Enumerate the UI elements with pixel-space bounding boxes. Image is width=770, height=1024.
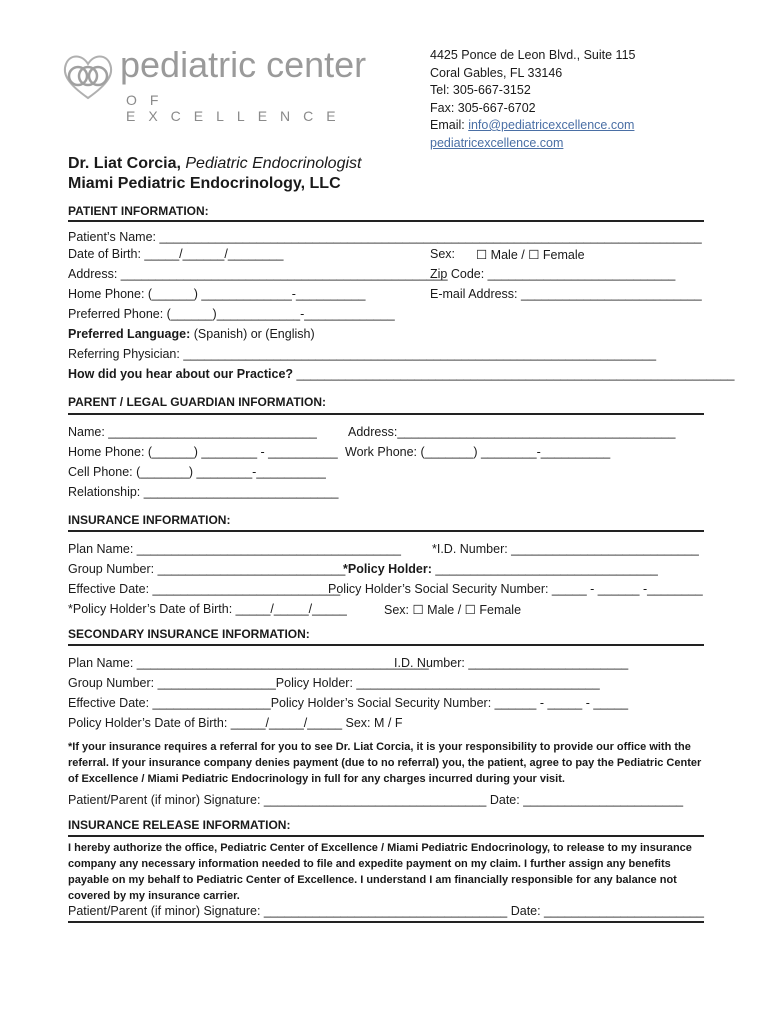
holder-sex-checkboxes[interactable]: Sex: ☐ Male / ☐ Female [384, 603, 522, 617]
guardian-cell-phone-field[interactable]: Cell Phone: (_______) ________-__________ [68, 465, 326, 479]
divider [68, 644, 704, 646]
release-heading: INSURANCE RELEASE INFORMATION: [68, 818, 291, 832]
email-label: Email: [430, 118, 469, 132]
telephone: Tel: 305-667-3152 [430, 83, 531, 97]
ssn-field[interactable]: Policy Holder’s Social Security Number: _____ - ______ -________ [328, 582, 703, 596]
preferred-phone-field[interactable]: Preferred Phone: (______)____________-_____________ [68, 307, 395, 321]
logo-subtitle: OF EXCELLENCE [126, 92, 349, 124]
language-options: (Spanish) or (English) [190, 327, 315, 341]
hear-about-field[interactable] [68, 367, 734, 381]
patient-name-field[interactable]: Patient’s Name: ______________________________________________________________________________ [68, 230, 702, 244]
secondary-holder-dob-field[interactable]: Policy Holder’s Date of Birth: _____/_____/_____ Sex: M / F [68, 716, 403, 730]
policy-holder-label: *Policy Holder: [343, 562, 432, 576]
release-text: I hereby authorize the office, Pediatric Center of Excellence / Miami Pediatric Endocrinology, to release to my insurance company any necessary information needed to file and expedite payment on my claim. I further assign any benefits payable on my behalf to Pediatric Center of Excellence. I understand I am financially responsible for any balance not covered by my insurance carrier. [68, 842, 692, 902]
divider [68, 220, 704, 222]
guardian-work-phone-field[interactable]: Work Phone: (_______) ________-__________ [345, 445, 611, 459]
secondary-group-holder-field[interactable]: Group Number: _________________Policy Holder: ___________________________________ [68, 676, 600, 690]
effective-date-field[interactable]: Effective Date: ___________________________ [68, 582, 341, 596]
guardian-info-heading: PARENT / LEGAL GUARDIAN INFORMATION: [68, 395, 326, 409]
address-field[interactable]: Address: _______________________________________________ [68, 267, 448, 281]
doctor-name: Dr. Liat Corcia, [68, 155, 181, 172]
secondary-plan-field[interactable]: Plan Name: __________________________________________ [68, 656, 429, 670]
email-field[interactable]: E-mail Address: __________________________ [430, 287, 702, 301]
email-link[interactable]: info@pediatricexcellence.com [468, 118, 635, 132]
contact-block [430, 47, 635, 152]
website-link[interactable]: pediatricexcellence.com [430, 135, 564, 150]
signature-line-2[interactable]: Patient/Parent (if minor) Signature: ___________________________________ Date: _______________________ [68, 904, 704, 918]
sex-label: Sex: [430, 247, 456, 261]
guardian-name-field[interactable]: Name: ______________________________ [68, 425, 317, 439]
signature-line-1[interactable]: Patient/Parent (if minor) Signature: ________________________________ Date: _______________________ [68, 793, 684, 807]
divider [68, 835, 704, 837]
hear-about-label: How did you hear about our Practice? [68, 367, 294, 381]
doctor-title: Pediatric Endocrinologist [185, 155, 362, 172]
policy-holder-field[interactable] [343, 562, 658, 576]
referral-note: *If your insurance requires a referral for you to see Dr. Liat Corcia, it is your responsibility to provide our office with the referral. If your insurance company denies payment (due to no referral) you, the patient, agree to pay the Pediatric Center of Excellence / Miami Pediatric Endocrinology in full for any charges incurred during your visit. [68, 741, 702, 785]
divider [68, 921, 704, 923]
guardian-relationship-field[interactable]: Relationship: ____________________________ [68, 485, 339, 499]
referring-physician-field[interactable]: Referring Physician: ____________________________________________________________________ [68, 347, 657, 361]
address-line-2: Coral Gables, FL 33146 [430, 65, 563, 80]
practice-logo [60, 44, 380, 124]
doctor-heading [68, 153, 361, 175]
home-phone-field[interactable]: Home Phone: (______) _____________-__________ [68, 287, 366, 301]
email-row [430, 117, 635, 135]
holder-dob-field[interactable]: *Policy Holder’s Date of Birth: _____/_____/_____ [68, 602, 347, 616]
divider [68, 413, 704, 415]
guardian-home-phone-field[interactable]: Home Phone: (______) ________ - __________ [68, 445, 338, 459]
address-line-1: 4425 Ponce de Leon Blvd., Suite 115 [430, 48, 636, 62]
group-number-field[interactable]: Group Number: ___________________________ [68, 562, 346, 576]
secondary-insurance-heading: SECONDARY INSURANCE INFORMATION: [68, 627, 310, 641]
plan-name-field[interactable]: Plan Name: ______________________________________ [68, 542, 401, 556]
heart-rings-logo-icon [60, 48, 116, 104]
hear-about-line: _______________________________________________________________ [293, 367, 735, 381]
zip-field[interactable]: Zip Code: ___________________________ [430, 267, 676, 281]
logo-name: pediatric center [120, 44, 367, 85]
insurance-info-heading: INSURANCE INFORMATION: [68, 513, 231, 527]
language-field[interactable] [68, 327, 315, 341]
guardian-address-field[interactable]: Address:________________________________________ [348, 425, 676, 439]
dob-field[interactable]: Date of Birth: _____/______/________ [68, 247, 284, 261]
language-label: Preferred Language: [68, 327, 191, 341]
practice-name: Miami Pediatric Endocrinology, LLC [68, 175, 341, 192]
secondary-effective-ssn-field[interactable]: Effective Date: _________________Policy Holder’s Social Security Number: ______ - _____ - _____ [68, 696, 629, 710]
patient-info-heading: PATIENT INFORMATION: [68, 204, 209, 218]
divider [68, 530, 704, 532]
secondary-id-field[interactable]: I.D. Number: _______________________ [394, 656, 629, 670]
sex-checkboxes[interactable]: ☐ Male / ☐ Female [476, 248, 585, 262]
fax: Fax: 305-667-6702 [430, 100, 536, 115]
id-number-field[interactable]: *I.D. Number: ___________________________ [432, 542, 699, 556]
policy-holder-line: ________________________________ [431, 562, 658, 576]
